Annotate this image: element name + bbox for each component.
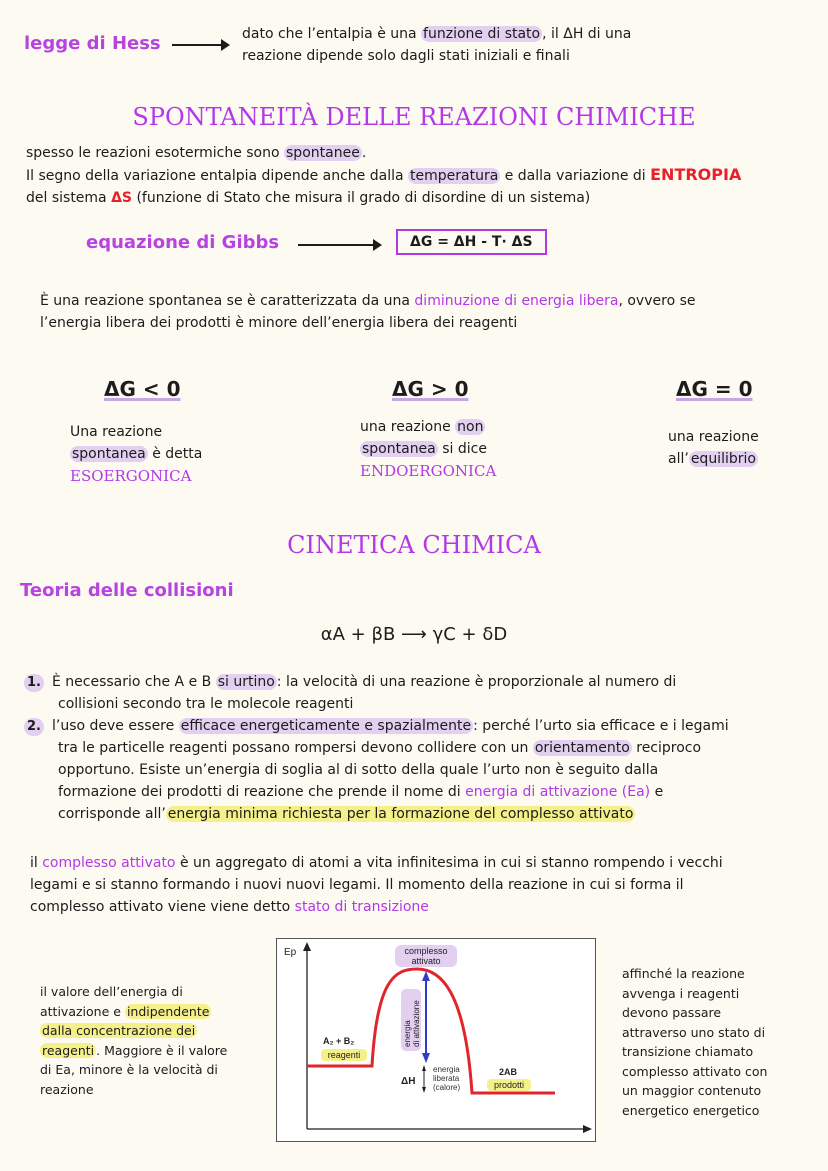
right-note-line: un maggior contenuto (622, 1083, 762, 1098)
p2-purple: complesso attivato (42, 855, 176, 871)
spont-l1-b: . (361, 145, 367, 161)
arrow-down-icon (422, 1053, 430, 1063)
case-zero-l1: una reazione (668, 429, 759, 445)
left-note-l4: . Maggiore è il valore (96, 1042, 228, 1058)
case-positive-l1: una reazione (360, 419, 456, 435)
entropia-label: ENTROPIA (650, 165, 742, 184)
gibbs-equation: ΔG = ΔH - T· ΔS (396, 229, 547, 255)
spont-p-b: , ovvero se (618, 293, 696, 309)
left-note-hl1: indipendente (126, 1003, 210, 1019)
item2-l4-purple: energia di attivazione (Ea) (465, 784, 651, 800)
item2-hl: efficace energeticamente e spazialmente (180, 718, 472, 734)
list-number: 1. (24, 674, 44, 692)
reaction-equation: αA + βB ⟶ γC + δD (320, 624, 508, 645)
spont-p-line2: l’energia libera dei prodotti è minore dell’energia libera dei reagenti (40, 315, 518, 331)
gibbs-label: equazione di Gibbs (86, 232, 280, 253)
energy-curve (307, 969, 555, 1093)
left-note-l6: reazione (40, 1081, 94, 1097)
item2-l2-a: tra le particelle reagenti possano rompersi devono collidere con un (58, 740, 533, 756)
case-negative-tag: ESOERGONICA (70, 467, 192, 485)
hess-text (242, 23, 631, 67)
activation-label-2: di attivazione (412, 1000, 421, 1047)
item2-a: l’uso deve essere (52, 718, 179, 734)
spont-intro (26, 142, 816, 209)
reagenti-label: reagenti (327, 1050, 361, 1060)
arrow-up-icon (422, 1065, 426, 1071)
left-note (40, 982, 227, 1099)
left-note-hl3: reagenti (42, 1042, 95, 1058)
case-positive-l2: si dice (437, 441, 487, 457)
left-note-l5: di Ea, minore è la velocità di (40, 1062, 218, 1077)
item1-a: È necessario che A e B (52, 674, 216, 690)
reagenti-formula: A₂ + B₂ (323, 1036, 355, 1046)
prodotti-label: prodotti (493, 1080, 525, 1090)
list-number: 2. (24, 718, 44, 736)
spont-l2-b: e dalla variazione di (500, 168, 651, 184)
liberata-label-3: (calore) (433, 1083, 461, 1092)
spont-l1-hl: spontanee (286, 145, 360, 161)
case-negative-head: ΔG < 0 (104, 377, 181, 401)
item1-c: collisioni secondo tra le molecole reagenti (58, 696, 354, 712)
p2-l2: legami e si stanno formando i nuovi nuovi legami. Il momento della reazione in cui si forma il (30, 877, 684, 893)
spont-title: SPONTANEITÀ DELLE REAZIONI CHIMICHE (132, 103, 696, 131)
right-note-line: devono passare (622, 1005, 722, 1020)
right-note-line: energetico energetico (622, 1102, 760, 1118)
right-note-line: avvenga i reagenti (622, 985, 740, 1001)
case-negative-text (70, 421, 202, 488)
collision-list (24, 671, 814, 825)
p2-b: è un aggregato di atomi a vita infinitesima in cui si stanno rompendo i vecchi (175, 855, 723, 871)
spont-paragraph (40, 290, 820, 334)
left-note-l2: attivazione e (40, 1003, 125, 1019)
activation-label-1: energia (403, 1020, 412, 1047)
arrow-icon (298, 244, 380, 246)
p2-l3-a: complesso attivato viene viene detto (30, 899, 295, 915)
item2-l4-a: formazione dei prodotti di reazione che prende il nome di (58, 784, 466, 800)
y-axis-label: Ep (284, 947, 297, 958)
energy-diagram-svg (277, 939, 595, 1141)
hess-text-b: , il ΔH di una (542, 26, 632, 42)
peak-label-2: attivato (411, 956, 441, 966)
spont-p-purple: diminuzione di energia libera (414, 293, 619, 309)
p2-a: il (30, 855, 43, 871)
right-note-line: attraverso uno stato di (622, 1024, 766, 1040)
case-negative-l1: Una reazione (70, 424, 163, 440)
right-note-line: complesso attivato con (622, 1063, 768, 1079)
case-negative-hl: spontanea (72, 446, 146, 462)
case-positive-text (360, 416, 496, 483)
item2-l2-hl: orientamento (534, 740, 630, 756)
hess-title: legge di Hess (24, 33, 161, 54)
left-note-l1: il valore dell’energia di (40, 984, 183, 999)
case-positive-tag: ENDOERGONICA (360, 462, 497, 480)
spont-l3-a: del sistema (26, 190, 112, 206)
hess-text-a: dato che l’entalpia è una (242, 26, 422, 42)
hess-text-line2: reazione dipende solo dagli stati iniziali e finali (242, 48, 570, 64)
case-positive-hl2: spontanea (362, 441, 436, 457)
list-item (24, 715, 814, 825)
item2-b: : perché l’urto sia efficace e i legami (473, 718, 729, 734)
case-positive-head: ΔG > 0 (392, 377, 469, 401)
item2-l4-b: e (650, 784, 664, 800)
peak-label-1: complesso (404, 946, 448, 956)
list-item (24, 671, 814, 715)
item1-b: : la velocità di una reazione è proporzionale al numero di (276, 674, 677, 690)
cinetica-title: CINETICA CHIMICA (287, 531, 541, 559)
x-axis-arrow-icon (583, 1125, 592, 1133)
y-axis-arrow-icon (303, 942, 311, 951)
case-zero-text (668, 426, 759, 470)
liberata-label-1: energia (433, 1065, 460, 1074)
case-zero-hl: equilibrio (690, 451, 756, 467)
item2-l5-hl: energia minima richiesta per la formazione del complesso attivato (167, 806, 634, 822)
delta-h-label: ΔH (401, 1076, 416, 1087)
collisioni-subtitle: Teoria delle collisioni (20, 580, 234, 601)
right-note-line: transizione chiamato (622, 1044, 754, 1059)
arrow-icon (172, 44, 228, 46)
arrow-down-icon (422, 1087, 426, 1093)
spont-l2-a: Il segno della variazione entalpia dipende anche dalla (26, 168, 408, 184)
right-note-line: affinché la reazione (622, 966, 745, 981)
right-note (622, 964, 767, 1120)
spont-l1-a: spesso le reazioni esotermiche sono (26, 145, 285, 161)
item2-l2-b: reciproco (631, 740, 702, 756)
hess-highlight: funzione di stato (423, 26, 541, 42)
case-zero-l2: all’ (668, 451, 689, 467)
case-positive-hl1: non (457, 419, 484, 435)
energy-diagram (276, 938, 596, 1142)
item2-l3: opportuno. Esiste un’energia di soglia al di sotto della quale l’urto non è seguito dalla (58, 762, 659, 778)
liberata-label-2: liberata (433, 1074, 460, 1083)
spont-l3-b: (funzione di Stato che misura il grado di disordine di un sistema) (132, 190, 591, 206)
spont-p-a: È una reazione spontanea se è caratterizzata da una (40, 293, 415, 309)
item2-l5-a: corrisponde all’ (58, 806, 166, 822)
prodotti-formula: 2AB (499, 1067, 518, 1077)
case-zero-head: ΔG = 0 (676, 377, 753, 401)
complesso-paragraph (30, 852, 820, 918)
case-negative-l2: è detta (147, 446, 203, 462)
delta-s-label: ΔS (111, 190, 133, 206)
left-note-hl2: dalla concentrazione dei (42, 1023, 196, 1038)
p2-l3-purple: stato di transizione (294, 899, 429, 915)
item1-hl: si urtino (217, 674, 275, 690)
spont-l2-hl: temperatura (410, 168, 499, 184)
